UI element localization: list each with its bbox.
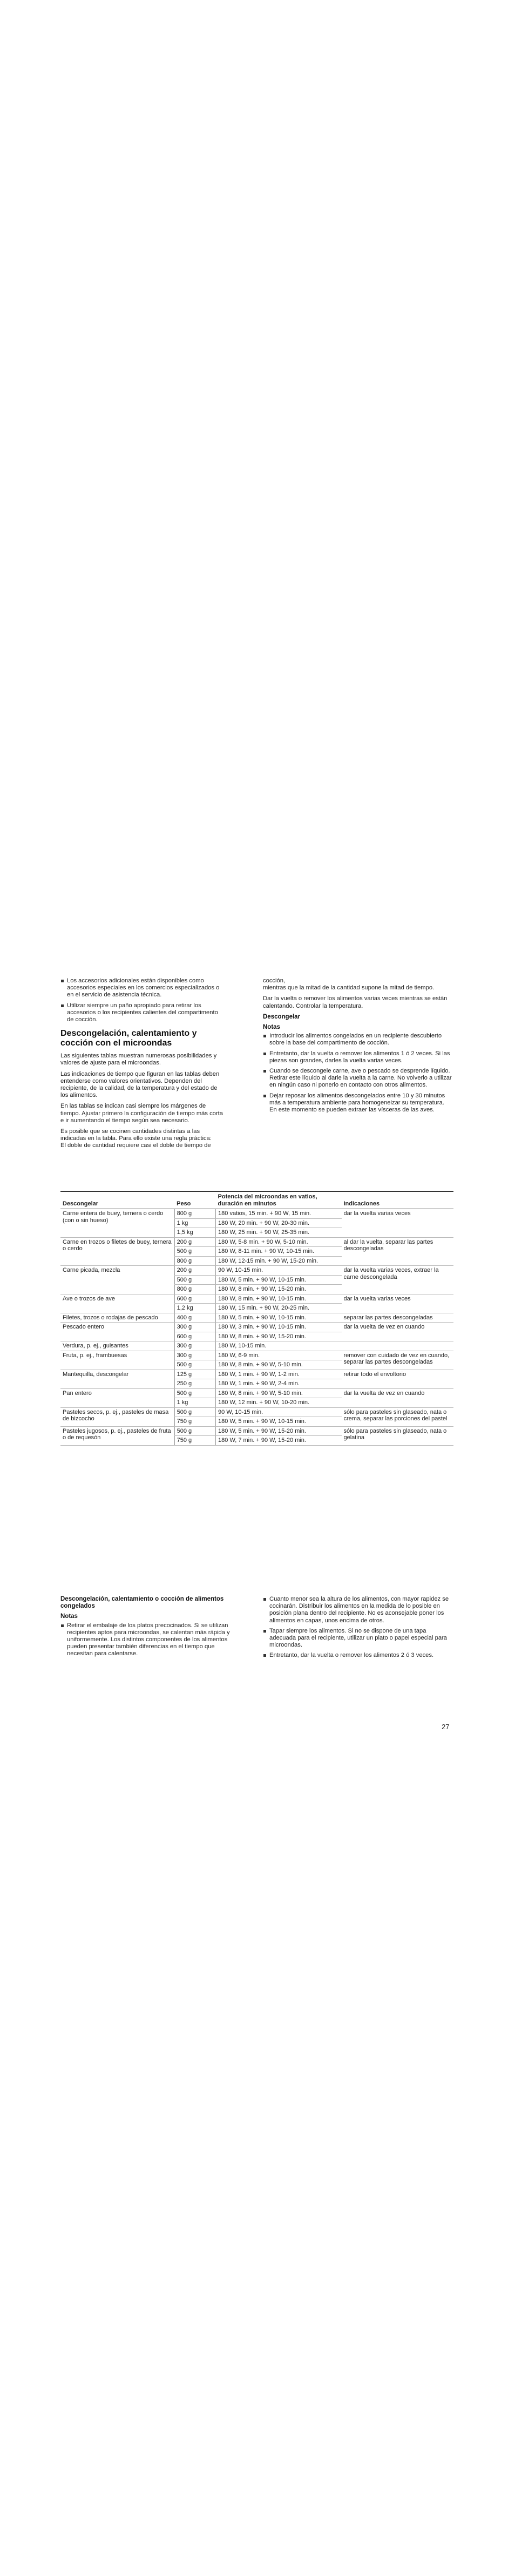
list-item: Utilizar siempre un paño apropiado para retirar los accesorios o los recipientes calientes del compartimento de cocción. <box>60 1002 223 1024</box>
left-column <box>60 977 223 1154</box>
table-row <box>60 1370 453 1379</box>
note-cell: separar las partes descongeladas <box>342 1313 454 1323</box>
power-cell: 180 W, 1 min. + 90 W, 2-4 min. <box>216 1379 342 1389</box>
list-item: Los accesorios adicionales están disponibles como accesorios especiales en los comercios especializados o en el servicio de asistencia técnica. <box>60 977 223 999</box>
weight-cell: 500 g <box>174 1247 215 1257</box>
paragraph: mientras que la mitad de la cantidad supone la mitad de tiempo. <box>263 984 435 992</box>
power-cell: 180 W, 10-15 min. <box>216 1341 342 1351</box>
subtitle-descongelar: Descongelar <box>263 1013 301 1020</box>
weight-cell: 1,5 kg <box>174 1228 215 1238</box>
table-row <box>60 1341 453 1351</box>
defrost-table-wrap <box>60 1191 453 1446</box>
weight-cell: 400 g <box>174 1313 215 1323</box>
note-cell: retirar todo el envoltorio <box>342 1370 454 1388</box>
power-cell: 180 W, 5 min. + 90 W, 10-15 min. <box>216 1313 342 1323</box>
list-item: Cuanto menor sea la altura de los alimentos, con mayor rapidez se cocinarán. Distribuir los alimentos en la medida de lo posible en posición plana dentro del recipiente. No es aconsejable poner los alimentos en capas, unos encima de otros. <box>263 1596 452 1624</box>
weight-cell: 300 g <box>174 1351 215 1360</box>
power-cell: 180 W, 5 min. + 90 W, 10-15 min. <box>216 1275 342 1285</box>
weight-cell: 1 kg <box>174 1398 215 1408</box>
accessories-notes <box>60 977 223 1023</box>
weight-cell: 300 g <box>174 1341 215 1351</box>
table-row <box>60 1388 453 1398</box>
weight-cell: 500 g <box>174 1426 215 1436</box>
power-cell: 90 W, 10-15 min. <box>216 1407 342 1417</box>
note-cell: sólo para pasteles sin glaseado, nata o crema, separar las porciones del pastel <box>342 1407 454 1426</box>
food-cell: Pasteles secos, p. ej., pasteles de masa de bizcocho <box>60 1407 174 1426</box>
food-cell: Pasteles jugosos, p. ej., pasteles de fruta o de requesón <box>60 1426 174 1445</box>
frozen-notes-continued <box>263 1596 452 1660</box>
note-cell: dar la vuelta varias veces <box>342 1209 454 1238</box>
weight-cell: 500 g <box>174 1360 215 1370</box>
weight-cell: 800 g <box>174 1256 215 1266</box>
weight-cell: 1 kg <box>174 1218 215 1228</box>
weight-cell: 500 g <box>174 1275 215 1285</box>
column-header: Peso <box>174 1191 215 1209</box>
notes-title: Notas <box>263 1024 280 1031</box>
food-cell: Ave o trozos de ave <box>60 1294 174 1313</box>
table-header-row <box>60 1191 453 1209</box>
table-row <box>60 1209 453 1219</box>
weight-cell: 300 g <box>174 1323 215 1332</box>
food-cell: Carne entera de buey, ternera o cerdo (con o sin hueso) <box>60 1209 174 1238</box>
power-cell: 180 W, 8 min. + 90 W, 15-20 min. <box>216 1285 342 1294</box>
note-cell: dar la vuelta de vez en cuando <box>342 1388 454 1407</box>
food-cell: Carne picada, mezcla <box>60 1266 174 1294</box>
note-cell: al dar la vuelta, separar las partes descongeladas <box>342 1237 454 1266</box>
notes-title: Notas <box>60 1613 78 1620</box>
power-cell: 180 W, 12-15 min. + 90 W, 15-20 min. <box>216 1256 342 1266</box>
note-cell: sólo para pasteles sin glaseado, nata o gelatina <box>342 1426 454 1445</box>
right-column <box>263 977 452 1118</box>
column-header: Indicaciones <box>342 1191 454 1209</box>
power-cell: 180 W, 8 min. + 90 W, 15-20 min. <box>216 1332 342 1341</box>
weight-cell: 750 g <box>174 1436 215 1446</box>
paragraph: Las siguientes tablas muestran numerosas posibilidades y valores de ajuste para el microondas. <box>60 1053 217 1067</box>
weight-cell: 600 g <box>174 1332 215 1341</box>
list-item: Entretanto, dar la vuelta o remover los alimentos 1 ó 2 veces. Si las piezas son grandes, darles la vuelta varias veces. <box>263 1050 452 1064</box>
table-row <box>60 1323 453 1332</box>
power-cell: 180 W, 5 min. + 90 W, 15-20 min. <box>216 1426 342 1436</box>
power-cell: 180 W, 5-8 min. + 90 W, 5-10 min. <box>216 1237 342 1247</box>
power-cell: 180 W, 7 min. + 90 W, 15-20 min. <box>216 1436 342 1446</box>
bottom-right-column <box>263 1596 452 1664</box>
table-row <box>60 1266 453 1276</box>
note-cell: dar la vuelta de vez en cuando <box>342 1323 454 1341</box>
weight-cell: 500 g <box>174 1388 215 1398</box>
note-cell: dar la vuelta varias veces <box>342 1294 454 1313</box>
defrost-table <box>60 1191 453 1446</box>
bottom-left-column <box>60 1596 233 1662</box>
food-cell: Pescado entero <box>60 1323 174 1341</box>
table-row <box>60 1426 453 1436</box>
note-cell: dar la vuelta varias veces, extraer la carne descongelada <box>342 1266 454 1294</box>
column-header: Descongelar <box>60 1191 174 1209</box>
power-cell: 180 W, 8 min. + 90 W, 5-10 min. <box>216 1388 342 1398</box>
power-cell: 180 vatios, 15 min. + 90 W, 15 min. <box>216 1209 342 1219</box>
weight-cell: 750 g <box>174 1417 215 1427</box>
table-row <box>60 1237 453 1247</box>
paragraph: Es posible que se cocinen cantidades distintas a las indicadas en la tabla. Para ello existe una regla práctica: <box>60 1128 212 1142</box>
weight-cell: 200 g <box>174 1237 215 1247</box>
food-cell: Verdura, p. ej., guisantes <box>60 1341 174 1351</box>
note-cell: remover con cuidado de vez en cuando, separar las partes descongeladas <box>342 1351 454 1370</box>
list-item: Retirar el embalaje de los platos precocinados. Si se utilizan recipientes aptos para microondas, se calentan más rápida y uniformemente. Los distintos componentes de los alimentos pueden presentar también diferencias en el tiempo que necesitan para calentarse. <box>60 1622 233 1658</box>
food-cell: Mantequilla, descongelar <box>60 1370 174 1388</box>
weight-cell: 1,2 kg <box>174 1304 215 1313</box>
list-item: Introducir los alimentos congelados en un recipiente descubierto sobre la base del compartimento de cocción. <box>263 1033 452 1047</box>
frozen-section-title: Descongelación, calentamiento o cocción de alimentos congelados <box>60 1596 224 1610</box>
power-cell: 180 W, 12 min. + 90 W, 10-20 min. <box>216 1398 342 1408</box>
page-number: 27 <box>442 1723 450 1731</box>
weight-cell: 800 g <box>174 1209 215 1219</box>
paragraph: Las indicaciones de tiempo que figuran en las tablas deben entenderse como valores orientativos. Dependen del recipiente, de la calidad, de la temperatura y del estado de los alimentos. <box>60 1070 220 1099</box>
power-cell: 180 W, 8 min. + 90 W, 5-10 min. <box>216 1360 342 1370</box>
power-cell: 180 W, 1 min. + 90 W, 1-2 min. <box>216 1370 342 1379</box>
section-title: Descongelación, calentamiento y cocción con el microondas <box>60 1029 197 1048</box>
weight-cell: 500 g <box>174 1407 215 1417</box>
power-cell: 180 W, 6-9 min. <box>216 1351 342 1360</box>
paragraph: En las tablas se indican casi siempre los márgenes de tiempo. Ajustar primero la configuración de tiempo más corta e ir aumentando el tiempo según sea necesario. <box>60 1103 223 1124</box>
note-cell <box>342 1341 454 1351</box>
food-cell: Filetes, trozos o rodajas de pescado <box>60 1313 174 1323</box>
power-cell: 180 W, 8-11 min. + 90 W, 10-15 min. <box>216 1247 342 1257</box>
weight-cell: 800 g <box>174 1285 215 1294</box>
table-row <box>60 1407 453 1417</box>
power-cell: 180 W, 3 min. + 90 W, 10-15 min. <box>216 1323 342 1332</box>
power-cell: 90 W, 10-15 min. <box>216 1266 342 1276</box>
list-item: Dejar reposar los alimentos descongelados entre 10 y 30 minutos más a temperatura ambiente para homogeneizar su temperatura. En este momento se pueden extraer las vísceras de las aves. <box>263 1093 452 1114</box>
table-row <box>60 1313 453 1323</box>
paragraph: El doble de cantidad requiere casi el doble de tiempo de <box>60 1142 211 1149</box>
table-row <box>60 1294 453 1304</box>
weight-cell: 600 g <box>174 1294 215 1304</box>
list-item: Tapar siempre los alimentos. Si no se dispone de una tapa adecuada para el recipiente, utilizar un plato o papel especial para microondas. <box>263 1628 452 1649</box>
frozen-notes <box>60 1622 233 1658</box>
weight-cell: 250 g <box>174 1379 215 1389</box>
paragraph: Dar la vuelta o remover los alimentos varias veces mientras se están calentando. Controlar la temperatura. <box>263 995 448 1009</box>
list-item: Cuando se descongele carne, ave o pescado se desprende líquido. Retirar este líquido al darle la vuelta a la carne. No volverlo a utilizar en ningún caso ni ponerlo en contacto con otros alimentos. <box>263 1068 452 1089</box>
table-row <box>60 1351 453 1360</box>
weight-cell: 125 g <box>174 1370 215 1379</box>
defrost-notes <box>263 1033 452 1114</box>
food-cell: Carne en trozos o filetes de buey, ternera o cerdo <box>60 1237 174 1266</box>
power-cell: 180 W, 20 min. + 90 W, 20-30 min. <box>216 1218 342 1228</box>
paragraph: cocción, <box>263 977 286 984</box>
list-item: Entretanto, dar la vuelta o remover los alimentos 2 ó 3 veces. <box>263 1652 452 1659</box>
food-cell: Fruta, p. ej., frambuesas <box>60 1351 174 1370</box>
column-header: Potencia del microondas en vatios, duración en minutos <box>216 1191 342 1209</box>
food-cell: Pan entero <box>60 1388 174 1407</box>
power-cell: 180 W, 5 min. + 90 W, 10-15 min. <box>216 1417 342 1427</box>
weight-cell: 200 g <box>174 1266 215 1276</box>
power-cell: 180 W, 25 min. + 90 W, 25-35 min. <box>216 1228 342 1238</box>
power-cell: 180 W, 8 min. + 90 W, 10-15 min. <box>216 1294 342 1304</box>
power-cell: 180 W, 15 min. + 90 W, 20-25 min. <box>216 1304 342 1313</box>
table-body <box>60 1209 453 1446</box>
